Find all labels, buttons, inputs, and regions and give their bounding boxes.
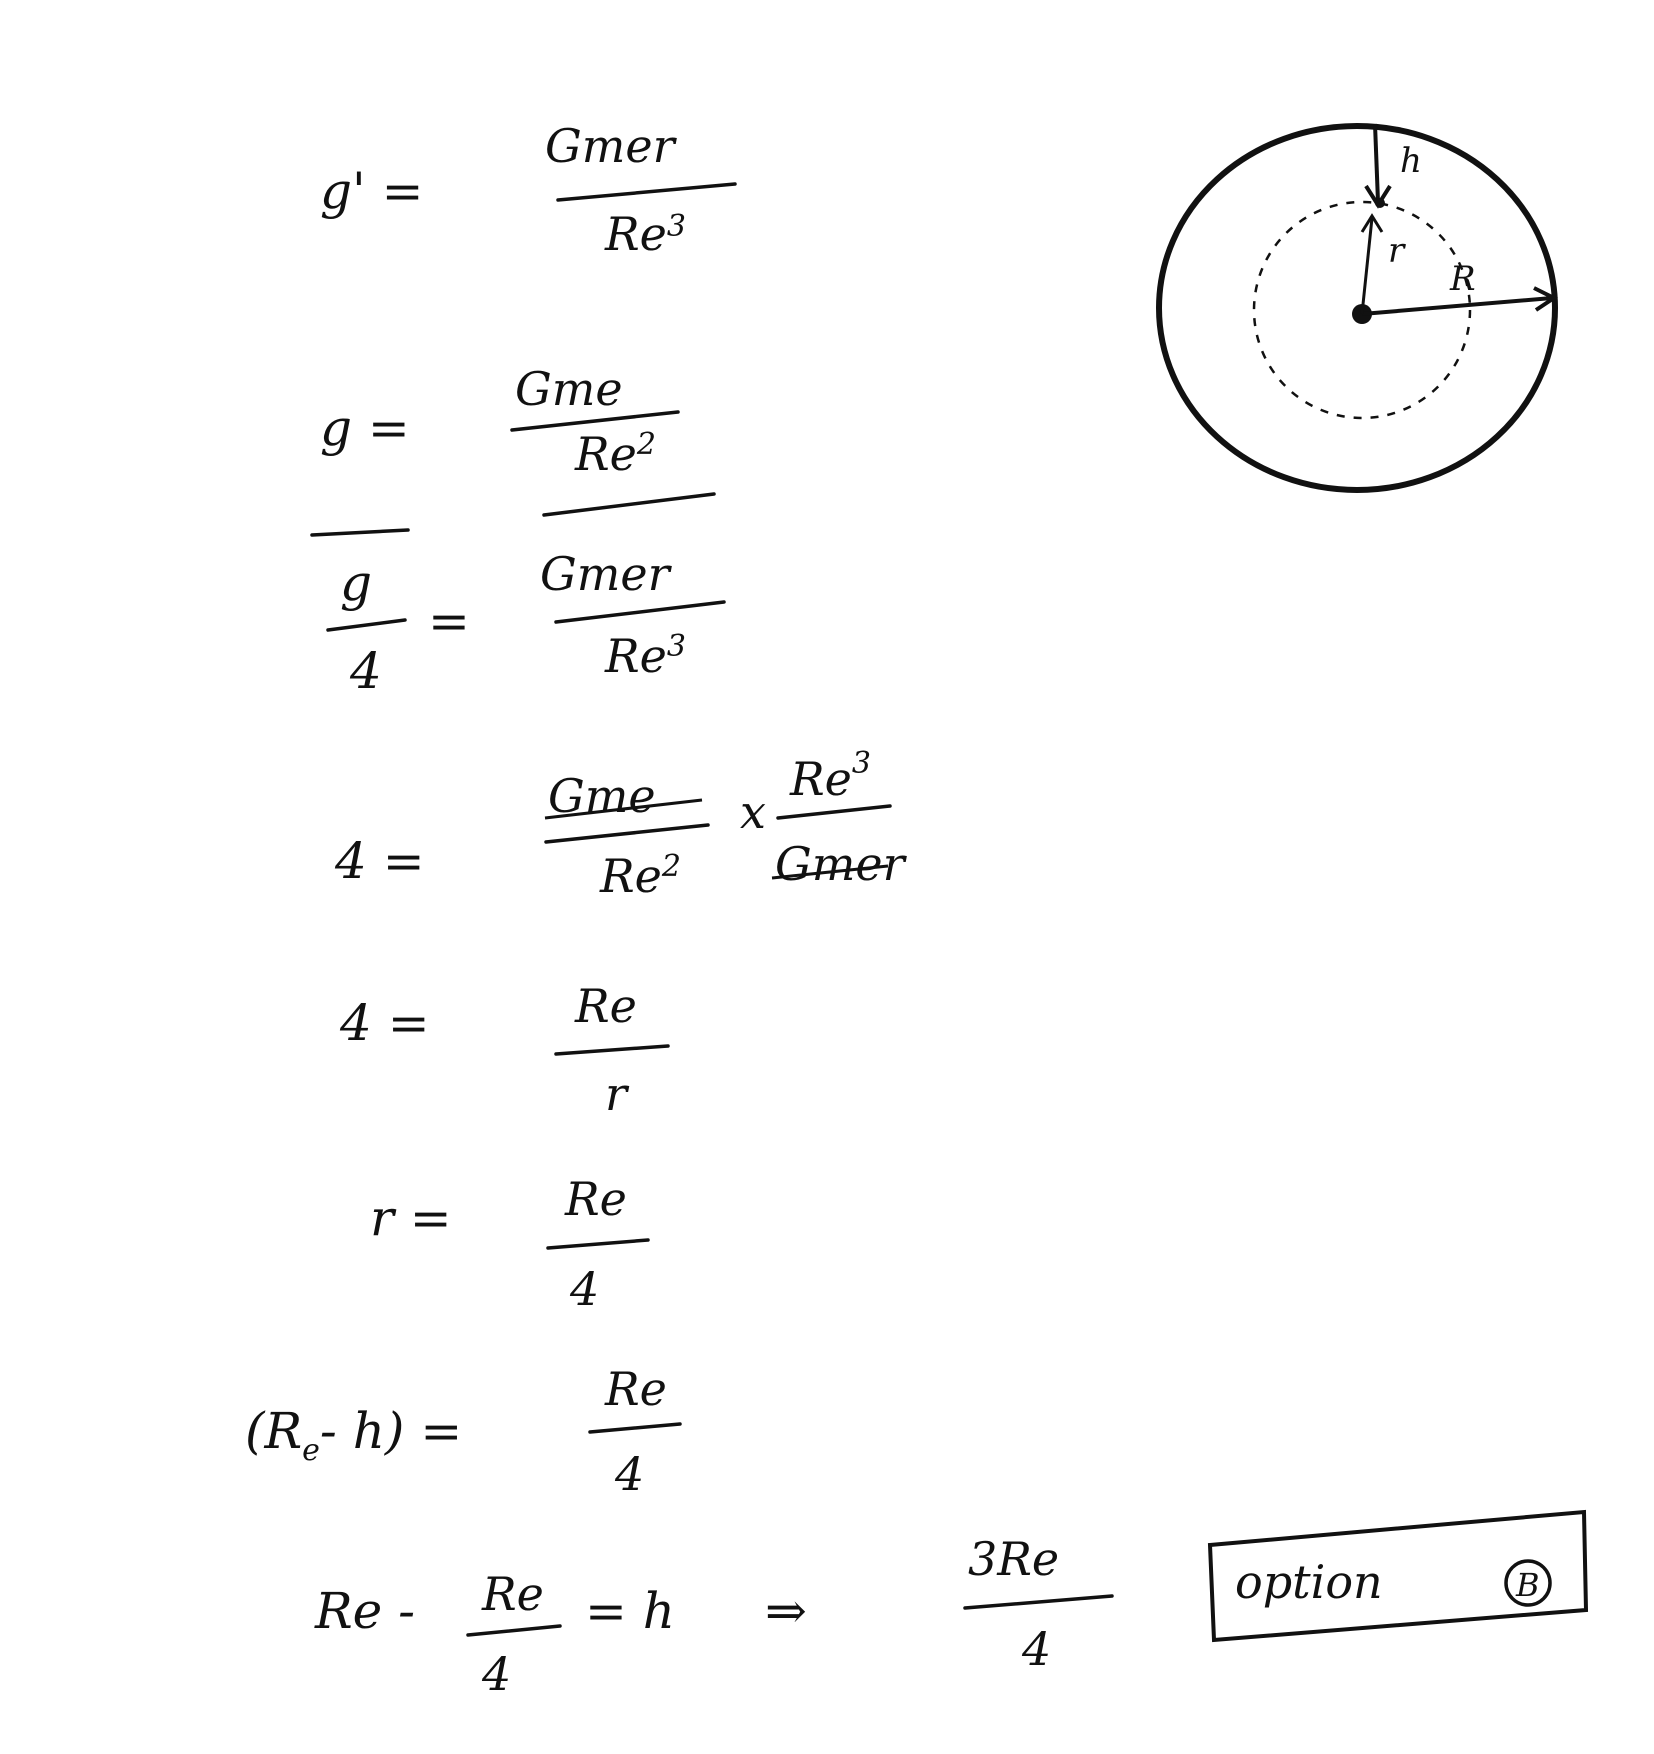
step-2-equation <box>320 362 678 481</box>
step-8-denominator: 4 <box>482 1647 512 1701</box>
label-h: h <box>1400 141 1422 181</box>
step-8-numerator: Re <box>482 1567 544 1621</box>
step-8-answer-denominator: 4 <box>1022 1622 1052 1676</box>
svg-text:Re2 <box>574 427 656 481</box>
svg-text:Re3 <box>604 629 686 683</box>
step-3-lhs-numerator: g <box>340 554 373 612</box>
step-3-lhs-bar <box>328 620 405 630</box>
step-4-fraction2-denominator-var: r <box>882 837 905 891</box>
step-1-denominator-exp: 3 <box>666 209 686 244</box>
depth-line <box>1375 124 1378 202</box>
svg-text:Re2 <box>599 849 681 903</box>
step-2-lhs: g = <box>320 399 410 457</box>
step-7-lhs-subscript: e <box>302 1433 320 1468</box>
step-8-equation <box>314 1532 1112 1701</box>
step-6-equation <box>370 1172 648 1316</box>
step-7-lhs-rest: - h) = <box>319 1402 463 1460</box>
step-4-fraction1-denominator: Re <box>600 849 662 903</box>
step-4-times: x <box>740 785 766 839</box>
svg-text:Gmer <box>545 119 678 173</box>
depth-point <box>1375 198 1385 208</box>
label-r: r <box>1388 231 1405 271</box>
step-4-fraction2-bar <box>778 806 890 818</box>
step-5-fraction-bar <box>556 1046 668 1054</box>
svg-text:(Re- h) = <box>245 1402 462 1468</box>
step-7-equation <box>245 1362 680 1501</box>
step-3-numerator: Gme <box>540 547 648 601</box>
step-5-lhs: 4 = <box>340 994 430 1052</box>
label-R: R <box>1450 259 1476 299</box>
step-3-equals: = <box>428 592 470 650</box>
step-4-fraction2-numerator-exp: 3 <box>851 746 871 781</box>
outer-radius-line <box>1362 298 1552 314</box>
step-5-equation <box>339 979 668 1121</box>
step-1-numerator: Gme <box>545 119 653 173</box>
step-1-denominator: Re <box>605 207 667 261</box>
step-4-fraction2-denominator: Gme <box>775 837 883 891</box>
svg-text:Gmer <box>775 837 908 891</box>
step-1-lhs: g' = <box>320 162 424 220</box>
answer-box-text: option <box>1235 1555 1383 1609</box>
divide-line-left <box>312 530 408 535</box>
step-1-equation <box>320 119 735 261</box>
answer-box <box>1210 1512 1586 1640</box>
step-3-fraction-bar <box>556 602 724 622</box>
step-4-fraction2-numerator: Re <box>790 752 852 806</box>
step-8-lead: Re - <box>315 1582 416 1640</box>
step-4-fraction1-bar <box>546 825 708 842</box>
step-6-numerator: Re <box>565 1172 627 1226</box>
step-3-numerator-var: r <box>647 547 670 601</box>
step-4-lhs: 4 = <box>335 832 425 890</box>
step-2-denominator: Re <box>575 427 637 481</box>
step-5-denominator: r <box>605 1067 627 1121</box>
step-2-numerator: Gme <box>515 362 623 416</box>
step-8-answer-numerator: 3Re <box>968 1532 1060 1586</box>
svg-text:Gmer <box>540 547 673 601</box>
step-1-fraction-bar <box>558 184 735 200</box>
step-3-equation <box>328 547 724 700</box>
step-7-fraction-bar <box>590 1424 680 1432</box>
step-3-denominator: Re <box>605 629 667 683</box>
step-6-lhs: r = <box>370 1189 452 1247</box>
step-7-denominator: 4 <box>615 1447 645 1501</box>
svg-text:Re3 <box>604 207 686 261</box>
svg-text:Re3 <box>789 746 871 806</box>
answer-circled-letter: B <box>1516 1566 1540 1604</box>
step-7-lhs: (R <box>245 1402 303 1460</box>
earth-depth-diagram <box>1159 124 1555 490</box>
step-8-implies: ⇒ <box>765 1582 807 1640</box>
step-8-answer-bar <box>965 1596 1112 1608</box>
divide-line-right <box>544 494 714 515</box>
step-4-fraction1-denominator-exp: 2 <box>661 849 681 884</box>
step-8-tail: = h <box>585 1582 675 1640</box>
step-7-numerator: Re <box>605 1362 667 1416</box>
step-3-lhs-denominator: 4 <box>350 642 382 700</box>
step-6-denominator: 4 <box>570 1262 600 1316</box>
step-5-numerator: Re <box>575 979 637 1033</box>
step-6-fraction-bar <box>548 1240 648 1248</box>
step-4-fraction1-numerator: Gme <box>548 769 656 823</box>
step-8-fraction-bar <box>468 1626 560 1635</box>
step-2-denominator-exp: 2 <box>636 427 656 462</box>
step-1-numerator-var: r <box>652 119 675 173</box>
step-4-equation <box>334 746 908 903</box>
step-3-denominator-exp: 3 <box>666 629 686 664</box>
